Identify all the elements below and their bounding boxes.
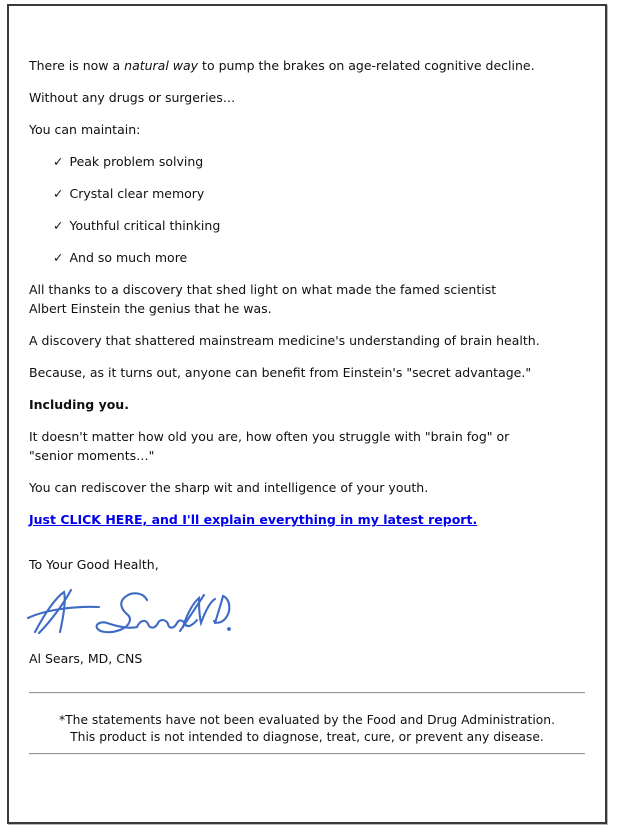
divider-top (29, 692, 585, 694)
text-line: "senior moments…" (29, 448, 155, 463)
checklist-item (53, 248, 585, 267)
paragraph-intro (29, 56, 585, 75)
checklist-item (53, 152, 585, 171)
intro-pre: There is now a (29, 58, 125, 73)
text-line: Because, as it turns out, anyone can benefit from Einstein's "secret (29, 365, 451, 380)
fda-disclaimer (29, 712, 585, 746)
text-line: To Your Good Health, (29, 557, 159, 572)
text-line: All thanks to a discovery that shed light on what made the famed scientist (29, 282, 497, 297)
text-line (29, 58, 482, 73)
cta-link[interactable]: Just CLICK HERE, and I'll explain everything in my latest report. (29, 512, 478, 527)
paragraph-shattered (29, 331, 585, 350)
intro-post: to pump the brakes on age-related cognitive (198, 58, 482, 73)
text-line: You can maintain: (29, 122, 141, 137)
benefits-checklist (29, 152, 585, 267)
text-line: Al Sears, MD, CNS (29, 651, 143, 666)
text-line: health. (496, 333, 540, 348)
text-line: It doesn't matter how old you are, how often you struggle with "brain fog" or (29, 429, 510, 444)
signer-name (29, 649, 585, 668)
paragraph-maintain (29, 120, 585, 139)
text-line: decline. (485, 58, 535, 73)
text-line: Albert Einstein the genius that he was. (29, 301, 272, 316)
paragraph-cta (29, 510, 585, 529)
paragraph-no-drugs (29, 88, 585, 107)
checklist-item-label: Peak problem solving (69, 154, 204, 169)
checklist-item (53, 184, 585, 203)
checkmark-icon: ✓ (53, 186, 64, 201)
signature-period (227, 627, 231, 631)
divider-bottom (29, 753, 585, 755)
checklist-item-label: And so much more (69, 250, 188, 265)
paragraph-no-matter-age (29, 427, 585, 465)
checklist-item (53, 216, 585, 235)
paragraph-including-you (29, 395, 585, 414)
checkmark-icon: ✓ (53, 218, 64, 233)
text-line: A discovery that shattered mainstream medicine's understanding of brain (29, 333, 493, 348)
text-line: advantage." (454, 365, 532, 380)
closing-text (29, 555, 585, 574)
text-line: You can rediscover the sharp wit and intelligence of your youth. (29, 480, 429, 495)
disclaimer-line: *The statements have not been evaluated by the Food and Drug Administration. (59, 713, 555, 727)
checkmark-icon: ✓ (53, 250, 64, 265)
paragraph-benefit (29, 363, 585, 382)
paragraph-discovery (29, 280, 585, 318)
disclaimer-line: This product is not intended to diagnose, treat, cure, or prevent any disease. (70, 730, 544, 744)
paragraph-rediscover (29, 478, 585, 497)
checklist-item-label: Youthful critical thinking (69, 218, 221, 233)
intro-italic-phrase: natural way (124, 58, 199, 73)
text-line: Without any drugs or surgeries… (29, 90, 236, 105)
letter-page (7, 4, 607, 824)
checklist-item-label: Crystal clear memory (69, 186, 205, 201)
checkmark-icon: ✓ (53, 154, 64, 169)
text-line: Including you. (29, 397, 129, 412)
signature-image (27, 587, 233, 635)
